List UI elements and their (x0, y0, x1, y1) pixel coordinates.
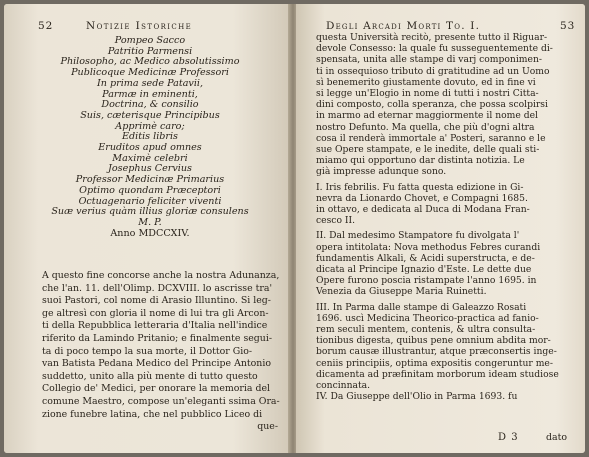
prose-line: rem seculi mentem, contenis, & ultra consulta- (316, 324, 536, 336)
inscription-line: Pompeo Sacco (114, 35, 186, 46)
prose-line: III. In Parma dalle stampe di Galeazzo Rosati (316, 301, 527, 313)
prose-line: I. Iris febrilis. Fu fatta questa edizione in Gi- (316, 181, 524, 193)
prose-line: dicata al Principe Ignazio d'Este. Le dette due (316, 264, 532, 276)
inscription-line: Patritio Parmensi (107, 45, 193, 57)
inscription-line: Apprimè caro; (115, 120, 185, 132)
latin-inscription (32, 36, 268, 239)
running-head: Degli Arcadi Morti To. I. (326, 20, 481, 32)
prose-line: ta di poco tempo la sua morte, il Dottor Gio- (42, 345, 253, 357)
prose-line: suddetto, unito alla più mente di tutto questo (42, 370, 258, 382)
prose-line: dini composto, colla speranza, che possa scolpirsi (316, 99, 548, 111)
inscription-line: Octuagenario feliciter viventi (78, 195, 222, 207)
inscription-line: M. P. (138, 216, 162, 228)
inscription-line: Suæ verius quàm illius gloriæ consulens (51, 206, 249, 218)
prose-line: suoi Pastori, col nome di Arasio Illuntino. Si leg- (42, 295, 271, 307)
prose-line: II. Dal medesimo Stampatore fu divolgata l' (316, 230, 520, 242)
prose-line: spensata, unita alle stampe di varj componimen- (316, 54, 542, 66)
prose-line: concinnata. (316, 380, 371, 392)
inscription-line: Parmæ in eminenti, (102, 88, 198, 100)
inscription-line: Optimo quondam Præceptori (79, 184, 221, 196)
inscription-line: Philosopho, ac Medico absolutissimo (60, 56, 240, 68)
inscription-year: Anno MDCCXIV. (110, 227, 190, 239)
prose-line: A questo fine concorse anche la nostra Adunanza, (42, 270, 280, 281)
prose-line: comune Maestro, compose un'eleganti ssima Ora- (42, 395, 280, 407)
prose-line: borum causæ illustrantur, atque præconsertis inge- (316, 346, 557, 358)
running-head: Notizie Istoriche (86, 20, 193, 32)
prose-line: 1696. uscì Medicina Theorico-practica ad fanio- (316, 312, 539, 324)
prose-line: ge altresì con gloria il nome di lui tra gli Arcon- (42, 307, 269, 319)
inscription-line: Editis libris (122, 131, 178, 143)
prose-line: cosa il renderà immortale a' Posteri, saranno e le (316, 132, 546, 144)
prose-line: riferito da Lamindo Pritanio; e finalmente segui- (42, 332, 273, 344)
prose-line: ceniis principiis, optima expositis congeruntur me- (316, 357, 553, 369)
inscription-line: Josephus Cervius (108, 163, 192, 175)
page-number: 53 (560, 20, 576, 32)
signature-mark: D 3 (498, 432, 519, 443)
catchword: dato (546, 432, 568, 443)
prose-line: IV. Da Giuseppe dell'Olio in Parma 1693. fu (316, 391, 518, 403)
prose-line: devole Consesso: la quale fu susseguentemente di- (316, 43, 553, 55)
inscription-line: Doctrina, & consilio (101, 99, 199, 111)
left-prose (42, 270, 278, 434)
prose-line: van Batista Pedana Medico del Principe Antonio (42, 358, 271, 370)
catchword: que- (257, 421, 278, 433)
inscription-line: Publicoque Medicinæ Professori (71, 67, 229, 79)
prose-line: si legge un'Elogio in nome di tutti i nostri Citta- (316, 88, 539, 100)
inscription-line: In prima sede Patavii, (96, 77, 204, 89)
prose-line: Collegio de' Medici, per onorare la memoria del (42, 383, 271, 395)
prose-line: questa Università recitò, presente tutto il Riguar- (316, 32, 548, 43)
prose-line: Venezia da Giuseppe Maria Ruinetti. (316, 286, 487, 298)
prose-line: già impresse adunque sono. (316, 166, 447, 178)
prose-line: sue Opere stampate, e le inedite, delle quali sti- (316, 144, 540, 156)
right-prose (316, 32, 574, 403)
left-page (4, 4, 290, 453)
prose-line: zione funebre latina, che nel pubblico Liceo di (42, 408, 263, 420)
prose-line: miamo qui opportuno dar distinta notizia. Le (316, 155, 525, 167)
prose-line: Opere furono poscia ristampate l'anno 1695. in (316, 275, 537, 287)
inscription-line: Maximè celebri (112, 152, 188, 164)
prose-line: nostro Defunto. Ma quella, che più d'ogni altra (316, 121, 535, 133)
right-page (296, 4, 585, 453)
inscription-line: Eruditos apud omnes (98, 142, 202, 154)
prose-line: in marmo ad eternar maggiormente il nome del (316, 110, 538, 122)
prose-line: sì benemerito giustamente dovuto, ed in fine vi (316, 76, 536, 88)
inscription-line: Suis, cæterisque Principibus (80, 109, 220, 121)
page-number: 52 (38, 20, 54, 32)
prose-line: cesco II. (316, 215, 356, 227)
prose-line: ti in ossequioso tributo di gratitudine ad un Uomo (316, 65, 550, 77)
prose-line: ti della Repubblica letteraria d'Italia nell'indice (42, 320, 268, 332)
prose-line: dicamenta ad præfinitam morborum ideam studiose (316, 368, 559, 380)
prose-line: fundamentis Alkali, & Acidi superstructa, e de- (316, 252, 535, 264)
prose-line: che l'an. 11. dell'Olimp. DCXVIII. lo ascrisse tra' (42, 282, 273, 294)
open-book (4, 4, 585, 453)
inscription-line: Professor Medicinæ Primarius (75, 174, 225, 186)
prose-line: opera intitolata: Nova methodus Febres curandi (316, 241, 541, 253)
prose-line: nevra da Lionardo Chovet, e Compagni 1685. (316, 192, 528, 204)
prose-line: in ottavo, e dedicata al Duca di Modana Fran- (316, 204, 530, 216)
prose-line: tionibus digesta, quibus pene omnium abdita mor- (316, 335, 551, 347)
